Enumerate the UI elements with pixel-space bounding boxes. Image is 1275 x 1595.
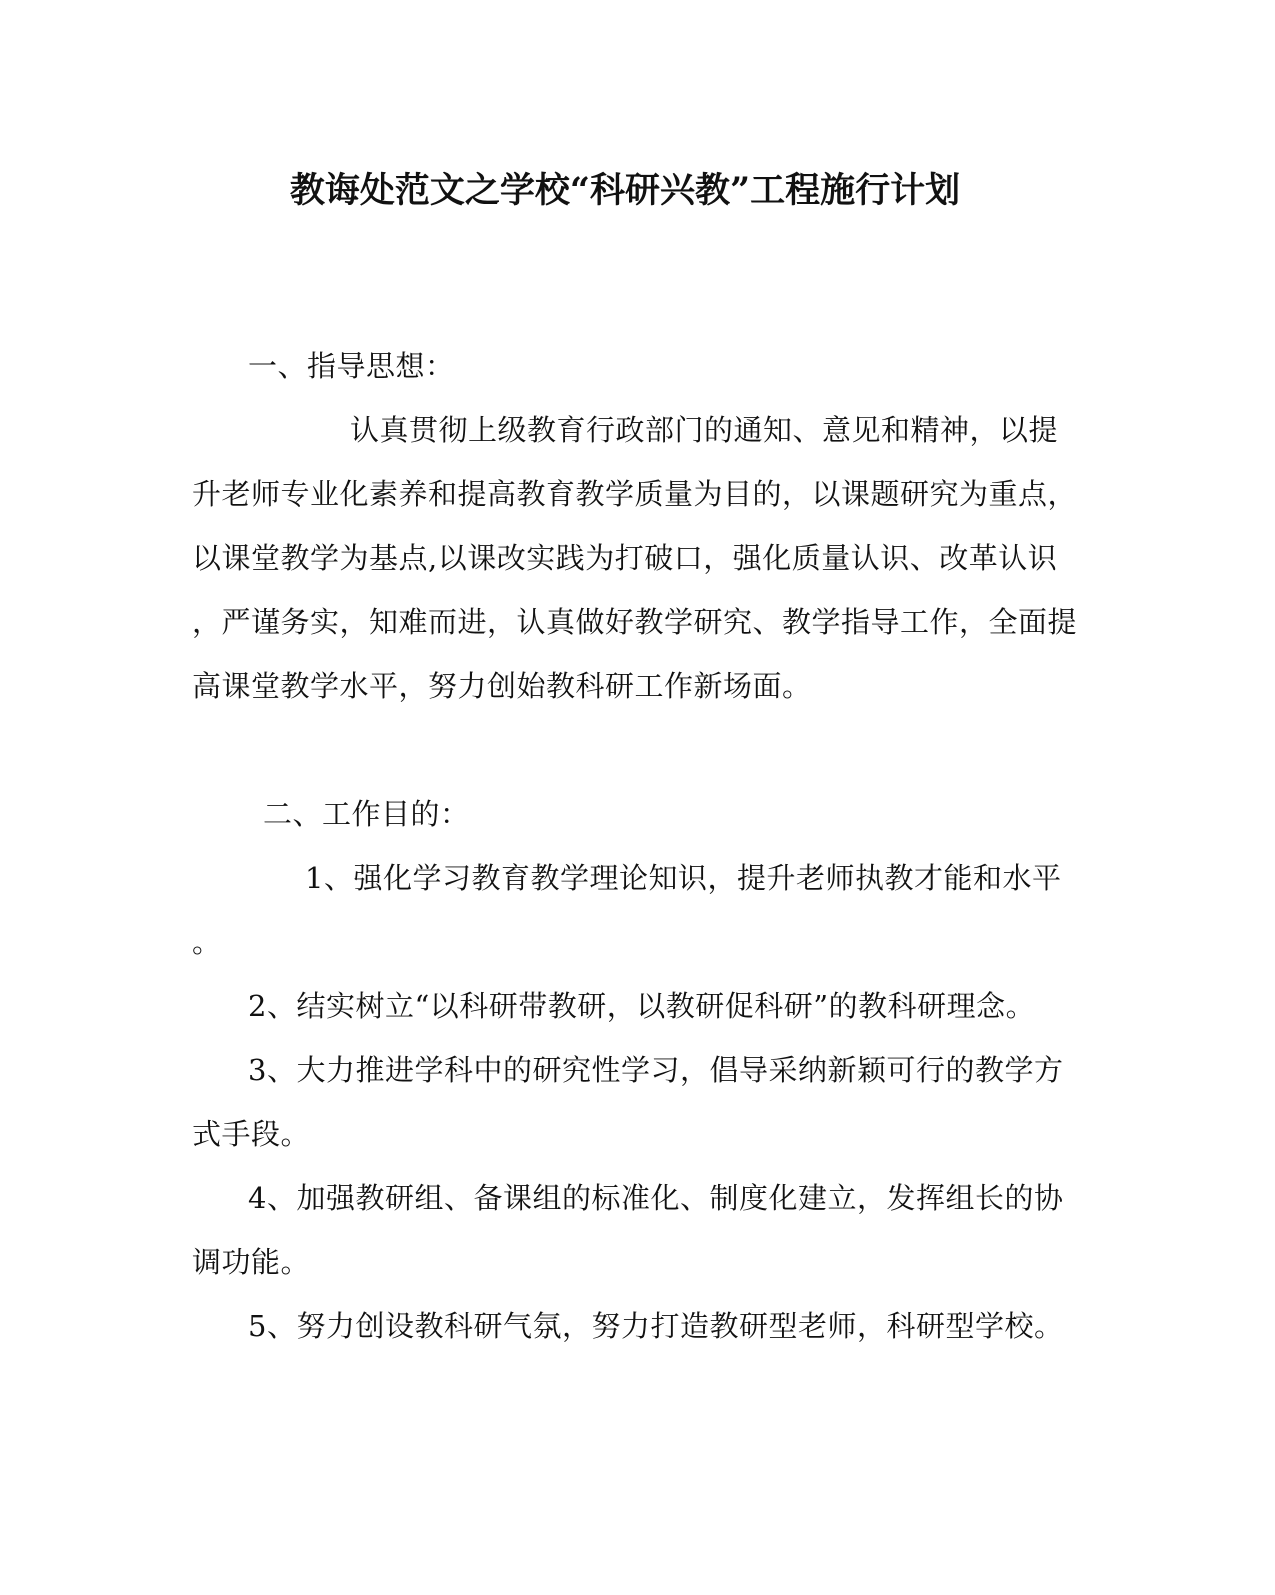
section1-line-1: 认真贯彻上级教育行政部门的通知、意见和精神，以提 (350, 413, 1059, 447)
section1-line-4: ，严谨务实，知难而进，认真做好教学研究、教学指导工作，全面提 (192, 605, 1078, 639)
goal-3-line-2: 式手段。 (192, 1117, 311, 1151)
goal-3-line-1: 3、大力推进学科中的研究性学习，倡导采纳新颖可行的教学方 (248, 1053, 1064, 1087)
section2-heading: 二、工作目的： (263, 797, 470, 831)
goal-4-line-2: 调功能。 (192, 1245, 311, 1279)
section1-heading: 一、指导思想： (248, 349, 455, 383)
document-title: 教诲处范文之学校“科研兴教”工程施行计划 (289, 170, 961, 211)
goal-5: 5、努力创设教科研气氛，努力打造教研型老师，科研型学校。 (248, 1309, 1064, 1343)
goal-4-line-1: 4、加强教研组、备课组的标准化、制度化建立，发挥组长的协 (248, 1181, 1064, 1215)
section1-line-2: 升老师专业化素养和提高教育教学质量为目的，以课题研究为重点， (192, 477, 1078, 511)
section1-line-5: 高课堂教学水平，努力创始教科研工作新场面。 (192, 669, 812, 703)
goal-1-line-1: 1、强化学习教育教学理论知识，提升老师执教才能和水平 (305, 861, 1062, 895)
section1-line-3: 以课堂教学为基点,以课改实践为打破口，强化质量认识、改革认识 (192, 541, 1058, 575)
goal-2: 2、结实树立“以科研带教研，以教研促科研”的教科研理念。 (248, 989, 1036, 1023)
goal-1-line-2: 。 (192, 925, 222, 959)
